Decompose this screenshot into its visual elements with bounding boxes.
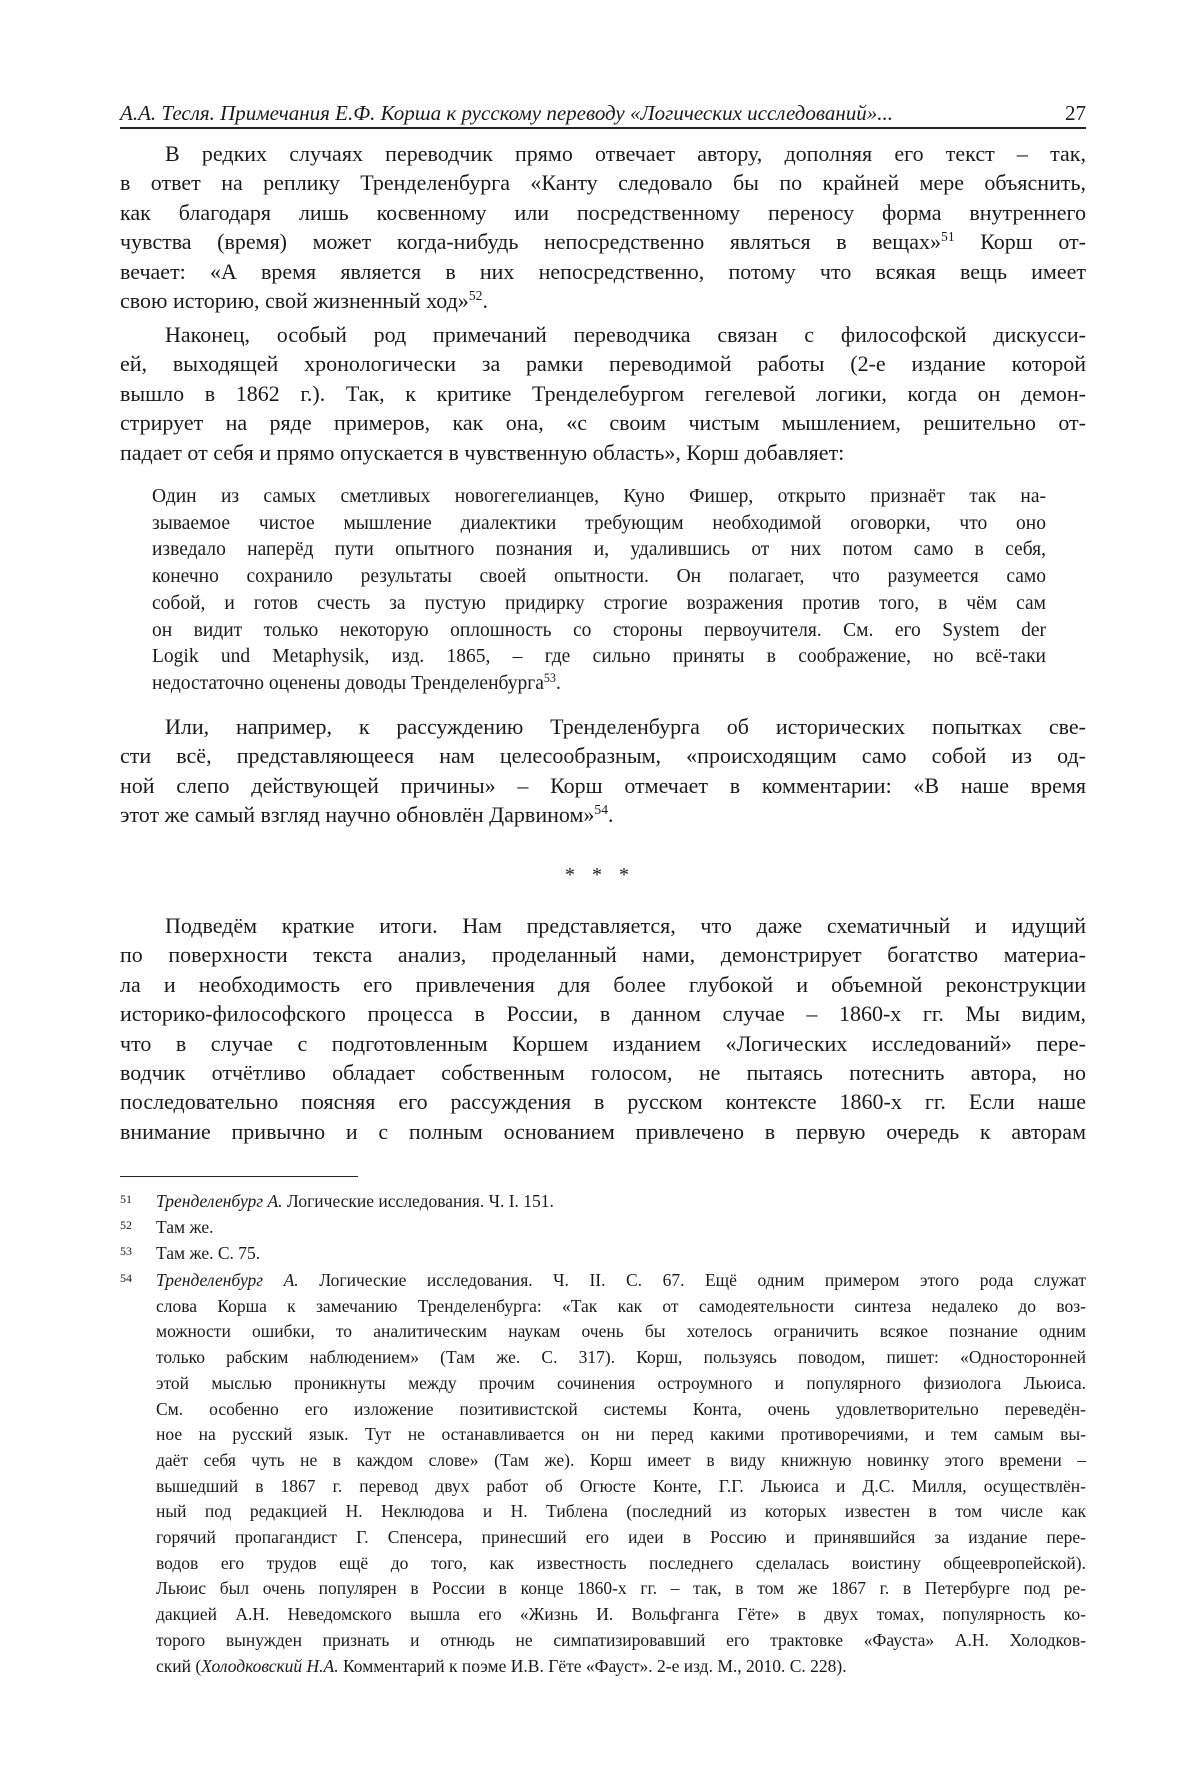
text: ной слепо действующей причины» – Корш отмечает в комментарии: «В наше время xyxy=(120,772,1086,798)
text-line xyxy=(156,1602,1086,1628)
text-line xyxy=(120,227,1086,256)
text-line xyxy=(156,1499,1086,1525)
text: свою историю, свой жизненный ход» xyxy=(120,288,469,314)
text: ный под редакцией Н. Неклюдова и Н. Тиблена (последний из которых известен в том числе как xyxy=(156,1501,1086,1522)
text-line xyxy=(120,1029,1086,1058)
text-line xyxy=(152,671,1046,698)
text: сти всё, представляющееся нам целесообразным, «происходящим само собой из од- xyxy=(120,743,1086,769)
text: в ответ на реплику Тренделенбурга «Канту следовало бы по крайней мере объяснить, xyxy=(120,170,1086,196)
text: недостаточно оценены доводы Тренделенбурга xyxy=(152,672,544,694)
text-line xyxy=(152,591,1046,618)
footnote xyxy=(120,1215,1086,1241)
section-break: * * * xyxy=(565,864,635,886)
text: слова Корша к замечанию Тренделенбурга: «Так как от самодеятельности синтеза недалеко до воз- xyxy=(156,1295,1086,1316)
text: Комментарий к поэме И.В. Гёте «Фауст». 2-е изд. М., 2010. С. 228). xyxy=(338,1655,847,1676)
text: внимание привычно и с полным основанием привлечено в первую очередь к авторам xyxy=(120,1118,1086,1144)
text-line xyxy=(120,911,1086,940)
text: стрирует на ряде примеров, как она, «с своим чистым мышлением, решительно от- xyxy=(120,410,1086,436)
text: водчик отчётливо обладает собственным голосом, не пытаясь потеснить автора, но xyxy=(120,1060,1086,1086)
text: что в случае с подготовленным Коршем изданием «Логических исследований» пере- xyxy=(120,1030,1086,1056)
text: собой, и готов счесть за пустую придирку строгие возражения против того, в чём сам xyxy=(152,592,1046,614)
text: См. особенно его изложение позитивистской системы Конта, очень удовлетворительно переведён- xyxy=(156,1398,1086,1419)
text-line xyxy=(152,644,1046,671)
text-line xyxy=(156,1551,1086,1577)
footnote-text xyxy=(156,1189,1086,1215)
text-line xyxy=(156,1628,1086,1654)
text: Подведём краткие итоги. Нам представляется, что даже схематичный и идущий xyxy=(165,913,1086,938)
text-line xyxy=(156,1448,1086,1474)
author-name: Тренделенбург А. xyxy=(156,1191,283,1211)
text: вышедший в 1867 г. перевод двух работ об Огюсте Конте, Г.Г. Льюиса и Д.С. Милля, осуществлён- xyxy=(156,1475,1086,1496)
text-line xyxy=(120,257,1086,286)
text-line xyxy=(120,198,1086,227)
paragraph xyxy=(120,712,1086,830)
text: Один из самых сметливых новогегелианцев, Куно Фишер, открыто признаёт так на- xyxy=(152,486,1046,507)
footnote-number: 53 xyxy=(120,1244,132,1258)
text-line xyxy=(120,139,1086,168)
text: горячий пропагандист Г. Спенсера, принесший его идеи в Россию и принявшийся за издание пере- xyxy=(156,1527,1086,1548)
text: этот же самый взгляд научно обновлён Дарвином» xyxy=(120,802,595,828)
text: только рабским наблюдением» (Там же. С. 317). Корш, пользуясь поводом, пишет: «Односторонней xyxy=(156,1347,1086,1368)
text-line xyxy=(152,618,1046,645)
text: Логические исследования. Ч. I. 151. xyxy=(282,1191,554,1211)
text: ла и необходимость его привлечения для более глубокой и объемной реконструкции xyxy=(120,971,1086,997)
text: дакцией А.Н. Неведомского вышла его «Жизнь И. Вольфганга Гёте» в двух томах, популярность ко- xyxy=(156,1604,1086,1625)
text-line xyxy=(120,970,1086,999)
text-line xyxy=(156,1422,1086,1448)
text: как благодаря лишь косвенному или посредственному переносу форма внутреннего xyxy=(120,199,1086,225)
text-line xyxy=(120,741,1086,770)
footnote xyxy=(120,1189,1086,1215)
footnote xyxy=(120,1268,1086,1679)
running-title: А.А. Тесля. Примечания Е.Ф. Корша к русскому переводу «Логических исследований»... xyxy=(120,101,894,125)
text: торого вынужден признать и отнюдь не симпатизировавший его трактовке «Фауста» А.Н. Холодков- xyxy=(156,1629,1086,1650)
author-name: Тренделенбург А. xyxy=(156,1270,299,1290)
text: Или, например, к рассуждению Тренделенбурга об исторических попытках све- xyxy=(165,714,1086,739)
text: . xyxy=(482,288,488,314)
text: Там же. С. 75. xyxy=(156,1243,261,1263)
paragraph xyxy=(120,139,1086,315)
footnote-text xyxy=(156,1268,1086,1679)
text: Льюис был очень популярен в России в конце 1860-х гг. – так, в том же 1867 г. в Петербурге под ре- xyxy=(156,1578,1086,1599)
text: вышло в 1862 г.). Так, к критике Тренделебургом гегелевой логики, когда он демон- xyxy=(120,380,1086,406)
text-line xyxy=(156,1371,1086,1397)
text-line xyxy=(152,511,1046,538)
text: . xyxy=(555,672,561,694)
text: этой мыслью проникнуты между прочим сочинения остроумного и популярного физиолога Льюиса. xyxy=(156,1372,1086,1393)
text: Логические исследования. Ч. II. С. 67. Ещё одним примером этого рода служат xyxy=(298,1270,1086,1290)
paragraph xyxy=(120,320,1086,467)
text-line xyxy=(156,1525,1086,1551)
text-line xyxy=(156,1576,1086,1602)
text: ский ( xyxy=(156,1655,202,1676)
text: чувства (время) может когда-нибудь непосредственно являться в вещах» xyxy=(120,229,941,255)
footnote-ref: 52 xyxy=(468,287,483,303)
text-line xyxy=(120,712,1086,741)
text-line xyxy=(120,1087,1086,1116)
text: конечно сохранило результаты своей опытности. Он полагает, что разумеется само xyxy=(152,566,1046,588)
text-line xyxy=(120,1058,1086,1087)
footnote-number: 51 xyxy=(120,1192,132,1206)
footnote-number: 54 xyxy=(120,1271,132,1285)
text-line xyxy=(120,379,1086,408)
text: историко-философского процесса в России, в данном случае – 1860-х гг. Мы видим, xyxy=(120,1001,1086,1027)
text-line xyxy=(156,1294,1086,1320)
text-line xyxy=(156,1319,1086,1345)
running-header xyxy=(120,99,1086,129)
footnote-text xyxy=(156,1215,1086,1241)
text-line xyxy=(120,999,1086,1028)
text-line xyxy=(156,1189,1086,1215)
text-line xyxy=(120,771,1086,800)
text: зываемое чистое мышление диалектики требующим необходимой оговорки, что оно xyxy=(152,512,1046,534)
block-quote xyxy=(152,484,1046,698)
text-line xyxy=(156,1654,1086,1680)
text-line xyxy=(152,484,1046,511)
text: Наконец, особый род примечаний переводчика связан с философской дискусси- xyxy=(165,322,1086,347)
text-line xyxy=(156,1241,1086,1267)
text-line xyxy=(120,286,1086,315)
text-line xyxy=(120,800,1086,829)
text: вечает: «А время является в них непосредственно, потому что всякая вещь имеет xyxy=(120,258,1086,284)
paragraph xyxy=(120,911,1086,1146)
text: он видит только некоторую оплошность со стороны первоучителя. См. его System der xyxy=(152,619,1046,641)
text-line xyxy=(156,1474,1086,1500)
footnote-number: 52 xyxy=(120,1218,132,1232)
text: . xyxy=(608,802,614,828)
text-line xyxy=(120,438,1086,467)
text-line xyxy=(156,1268,1086,1294)
text: даёт себя чуть не в каждом слове» (Там же). Корш имеет в виду книжную новинку этого времени – xyxy=(156,1449,1086,1470)
footnote-text xyxy=(156,1241,1086,1267)
text: изведало наперёд пути опытного познания и, удалившись от них потом само в себя, xyxy=(152,539,1046,561)
page-number: 27 xyxy=(1065,101,1086,125)
footnote xyxy=(120,1241,1086,1267)
text: Logik und Metaphysik, изд. 1865, – где сильно приняты в соображение, но всё-таки xyxy=(152,646,1046,668)
footnote-ref: 51 xyxy=(941,229,955,245)
text-line xyxy=(152,564,1046,591)
text: ное на русский язык. Тут не останавливается он ни перед какими противоречиями, и тем самым вы- xyxy=(156,1424,1086,1445)
text: по поверхности текста анализ, проделанный нами, демонстрирует богатство материа- xyxy=(120,942,1086,968)
footnote-ref: 53 xyxy=(543,670,556,685)
text-line xyxy=(156,1215,1086,1241)
text-line xyxy=(120,1117,1086,1146)
text-line xyxy=(120,408,1086,437)
text: Корш от- xyxy=(954,229,1086,255)
text: можности ошибки, то аналитическим наукам очень бы хотелось ограничить всякое познание одним xyxy=(156,1321,1086,1342)
text-line xyxy=(120,320,1086,349)
footnote-ref: 54 xyxy=(594,802,608,818)
text-line xyxy=(156,1397,1086,1423)
text-line xyxy=(120,940,1086,969)
text-line xyxy=(156,1345,1086,1371)
text-line xyxy=(152,537,1046,564)
text: ей, выходящей хронологически за рамки переводимой работы (2-е издание которой xyxy=(120,351,1086,377)
author-name: Холодковский Н.А. xyxy=(201,1655,339,1676)
text: Там же. xyxy=(156,1217,214,1237)
text-line xyxy=(120,168,1086,197)
text: водов его трудов ещё до того, как известность последнего сделалась воистину общеевропейской). xyxy=(156,1552,1086,1573)
text: В редких случаях переводчик прямо отвечает автору, дополняя его текст – так, xyxy=(165,141,1086,166)
text: последовательно поясняя его рассуждения в русском контексте 1860-х гг. Если наше xyxy=(120,1089,1086,1115)
footnote-rule xyxy=(120,1176,358,1177)
text-line xyxy=(120,349,1086,378)
text: падает от себя и прямо опускается в чувственную область», Корш добавляет: xyxy=(120,439,845,465)
